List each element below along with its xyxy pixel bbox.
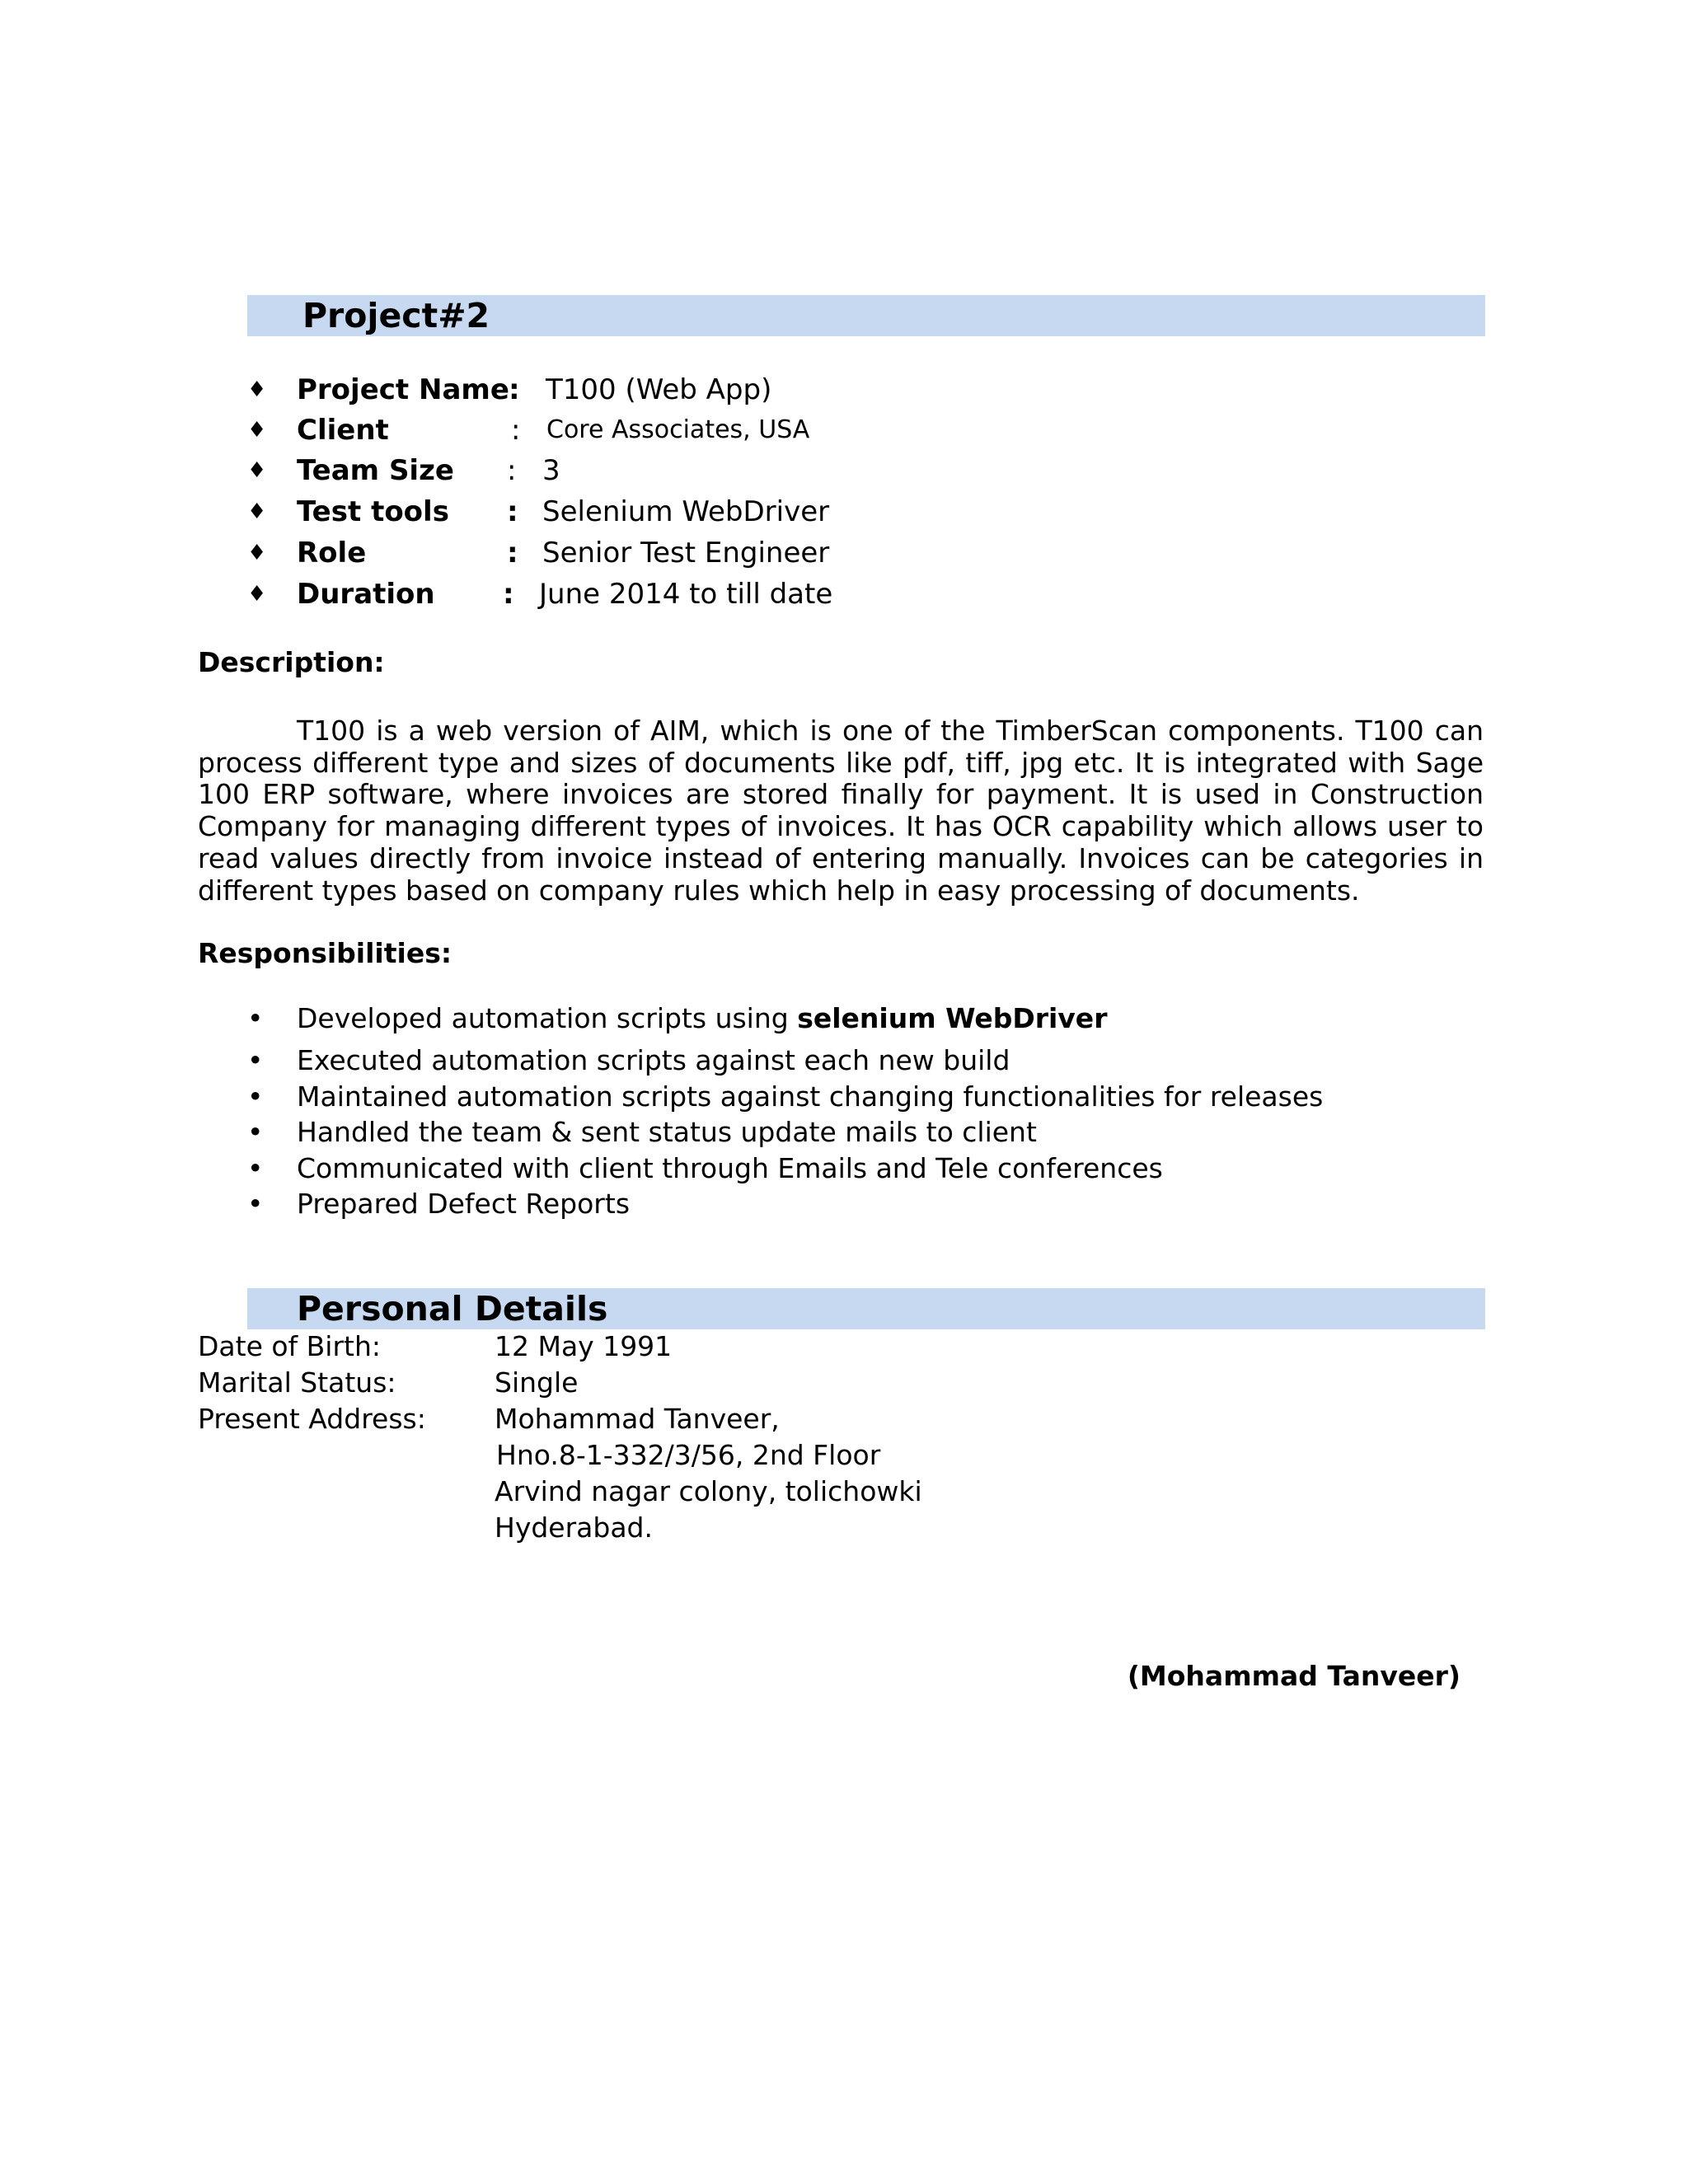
responsibility-text: Communicated with client through Emails and Tele conferences [297, 1152, 1163, 1184]
field-value: Selenium WebDriver [542, 495, 830, 528]
responsibility-text: Executed automation scripts against each new build [297, 1044, 1010, 1076]
responsibility-text [297, 1001, 1107, 1037]
project-title: Project#2 [302, 296, 490, 335]
marital-status-label: Marital Status: [198, 1366, 396, 1399]
diamond-bullet-icon: ♦ [247, 582, 267, 607]
field-colon: : [507, 495, 518, 528]
diamond-bullet-icon: ♦ [247, 499, 267, 524]
responsibility-text-bold: selenium WebDriver [797, 1002, 1108, 1034]
bullet-dot-icon: • [247, 1080, 264, 1113]
field-value: 3 [542, 454, 560, 487]
field-value: June 2014 to till date [539, 578, 833, 611]
field-colon: : [509, 373, 520, 406]
field-colon: : [507, 454, 517, 487]
diamond-bullet-icon: ♦ [247, 377, 267, 402]
description-paragraph: T100 is a web version of AIM, which is one of the TimberScan components. T100 can process different type and sizes of documents like pdf, tiff, jpg etc. It is integrated with Sage 100 ERP software, where invoices are stored finally for payment. It is used in Construction Company for managing different types of invoices. It has OCR capability which allows user to read values directly from invoice instead of entering manually. Invoices can be categories in different types based on company rules which help in easy processing of documents. [198, 715, 1484, 907]
bullet-dot-icon: • [247, 1002, 264, 1034]
responsibility-text-prefix: Developed automation scripts using [297, 1002, 798, 1034]
signature-name: (Mohammad Tanveer) [1127, 1660, 1461, 1692]
field-label: Project Name [297, 373, 509, 406]
address-line: Mohammad Tanveer, [495, 1403, 780, 1435]
bullet-dot-icon: • [247, 1152, 264, 1184]
responsibility-text: Prepared Defect Reports [297, 1188, 631, 1220]
dob-label: Date of Birth: [198, 1330, 382, 1362]
address-label: Present Address: [198, 1403, 426, 1435]
field-colon: : [511, 414, 521, 447]
address-line: Hyderabad. [495, 1511, 653, 1544]
field-value: Core Associates, USA [546, 415, 810, 444]
field-colon: : [507, 537, 518, 569]
diamond-bullet-icon: ♦ [247, 418, 267, 443]
responsibility-text: Maintained automation scripts against changing functionalities for releases [297, 1080, 1324, 1113]
bullet-dot-icon: • [247, 1044, 264, 1076]
responsibilities-heading: Responsibilities: [198, 937, 452, 969]
address-line: Hno.8-1-332/3/56, 2nd Floor [496, 1439, 881, 1471]
marital-status-value: Single [495, 1366, 579, 1399]
address-line: Arvind nagar colony, tolichowki [495, 1475, 922, 1507]
field-label: Role [297, 537, 367, 569]
field-colon: : [503, 578, 514, 611]
field-value: T100 (Web App) [546, 373, 772, 406]
diamond-bullet-icon: ♦ [247, 458, 267, 483]
personal-details-title: Personal Details [297, 1289, 608, 1329]
responsibility-text: Handled the team & sent status update mails to client [297, 1116, 1037, 1148]
field-label: Team Size [297, 454, 454, 487]
diamond-bullet-icon: ♦ [247, 541, 267, 565]
field-label: Test tools [297, 495, 449, 528]
field-label: Client [297, 414, 389, 447]
dob-value: 12 May 1991 [495, 1330, 673, 1362]
bullet-dot-icon: • [247, 1116, 264, 1148]
field-value: Senior Test Engineer [542, 537, 830, 569]
bullet-dot-icon: • [247, 1188, 264, 1220]
field-label: Duration [297, 578, 435, 611]
description-heading: Description: [198, 646, 385, 678]
